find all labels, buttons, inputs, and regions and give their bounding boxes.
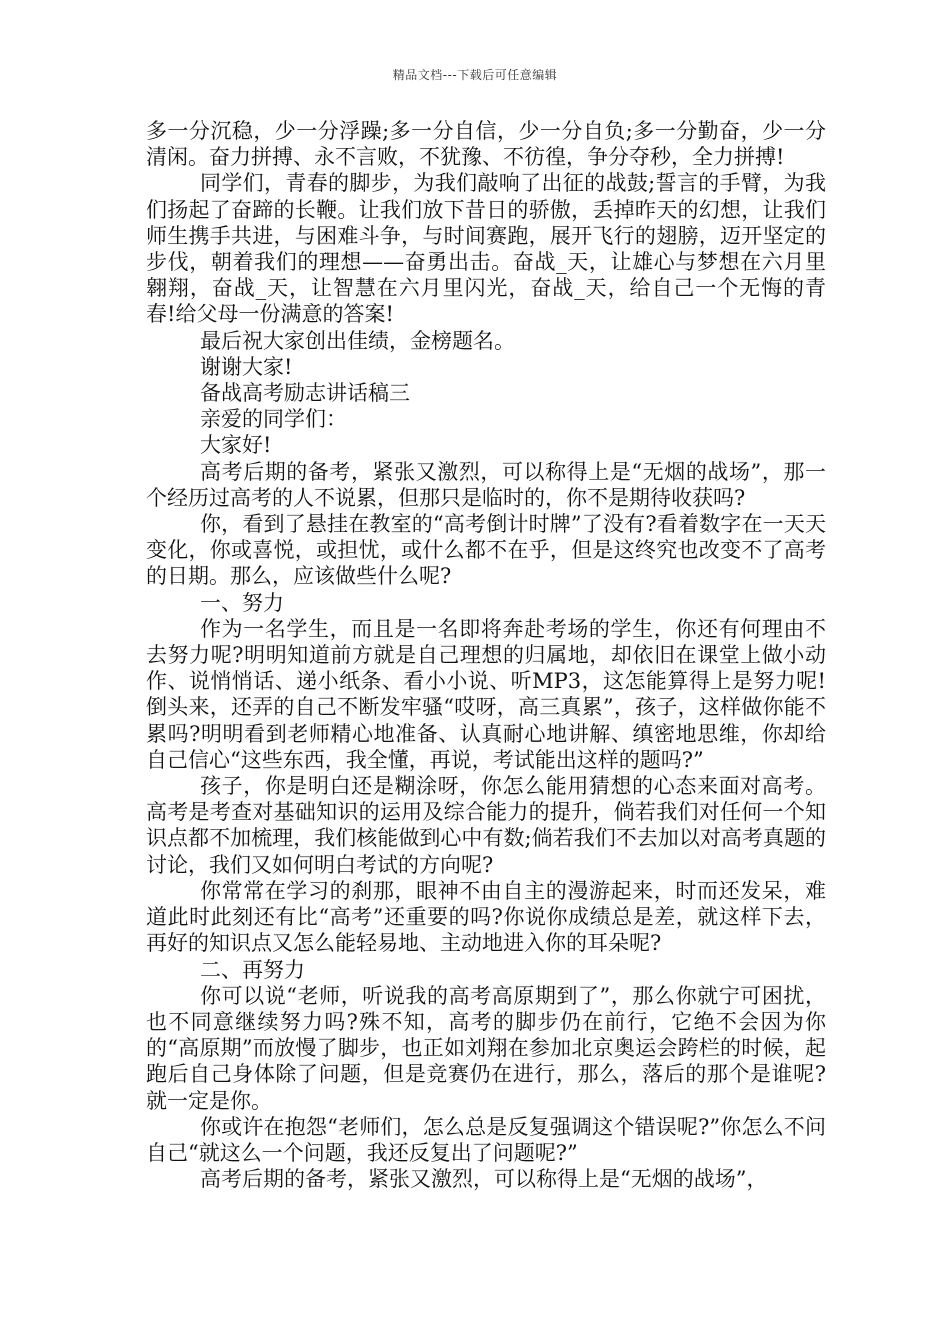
paragraph-15: 你可以说“老师，听说我的高考高原期到了”，那么你就宁可困扰，也不同意继续努力吗?殊不知，高考的脚步仍在前行，它绝不会因为你的“高原期”而放慢了脚步，也正如刘翔在参加北京奥运会跨栏的时候，起跑后自己身体除了问题，但是竞赛仍在进行，那么，落后的那个是谁呢?就一定是你。: [146, 983, 826, 1113]
paragraph-12: 孩子，你是明白还是糊涂呀，你怎么能用猜想的心态来面对高考。高考是考查对基础知识的运用及综合能力的提升，倘若我们对任何一个知识点都不加梳理，我们核能做到心中有数;倘若我们不去加以对高考真题的讨论，我们又如何明白考试的方向呢?: [146, 774, 826, 877]
paragraph-16: 你或许在抱怨“老师们，怎么总是反复强调这个错误呢?”你怎么不问自己“就这么一个问题，我还反复出了问题呢?”: [146, 1114, 826, 1165]
paragraph-9: 你，看到了悬挂在教室的“高考倒计时牌”了没有?看着数字在一天天变化，你或喜悦，或担忧，或什么都不在乎，但是这终究也改变不了高考的日期。那么，应该做些什么呢?: [146, 512, 826, 589]
section-title: 备战高考励志讲话稿三: [200, 381, 410, 406]
heading-more-effort: 二、再努力: [200, 957, 305, 982]
greeting: 大家好!: [200, 433, 272, 458]
document-body: [146, 118, 826, 1192]
salutation: 亲爱的同学们：: [200, 407, 347, 432]
heading-effort: 一、努力: [200, 590, 284, 615]
page-header: 精品文档---下载后可任意编辑: [392, 68, 558, 82]
paragraph-1: 多一分沉稳，少一分浮躁;多一分自信，少一分自负;多一分勤奋，少一分清闲。奋力拼搏、永不言败，不犹豫、不彷徨，争分夺秒，全力拼搏!: [146, 119, 826, 170]
paragraph-11: 作为一名学生，而且是一名即将奔赴考场的学生，你还有何理由不去努力呢?明明知道前方就是自己理想的归属地，却依旧在课堂上做小动作、说悄悄话、递小纸条、看小小说、听MP3，这怎能算得上是努力呢!倒头来，还弄的自己不断发牢骚“哎呀，高三真累”，孩子，这样做你能不累吗?明明看到老师精心地准备、认真耐心地讲解、缜密地思维，你却给自己信心“这些东西，我全懂，再说，考试能出这样的题吗?”: [146, 616, 826, 772]
paragraph-8: 高考后期的备考，紧张又激烈，可以称得上是“无烟的战场”，那一个经历过高考的人不说累，但那只是临时的，你不是期待收获吗?: [146, 459, 826, 510]
paragraph-4: 谢谢大家!: [200, 354, 293, 379]
paragraph-17: 高考后期的备考，紧张又激烈，可以称得上是“无烟的战场”，: [200, 1167, 768, 1192]
paragraph-3: 最后祝大家创出佳绩，金榜题名。: [200, 328, 515, 353]
paragraph-13: 你常常在学习的刹那，眼神不由自主的漫游起来，时而还发呆，难道此时此刻还有比“高考”还重要的吗?你说你成绩总是差，就这样下去，再好的知识点又怎么能轻易地、主动地进入你的耳朵呢?: [146, 878, 826, 956]
paragraph-2: 同学们，青春的脚步，为我们敲响了出征的战鼓;誓言的手臂，为我们扬起了奋蹄的长鞭。让我们放下昔日的骄傲，丢掉昨天的幻想，让我们师生携手共进，与困难斗争，与时间赛跑，展开飞行的翅膀，迈开坚定的步伐，朝着我们的理想——奋勇出击。奋战_天，让雄心与梦想在六月里翱翔，奋战_天，让智慧在六月里闪光，奋战_天，给自己一个无悔的青春!给父母一份满意的答案!: [146, 171, 826, 327]
